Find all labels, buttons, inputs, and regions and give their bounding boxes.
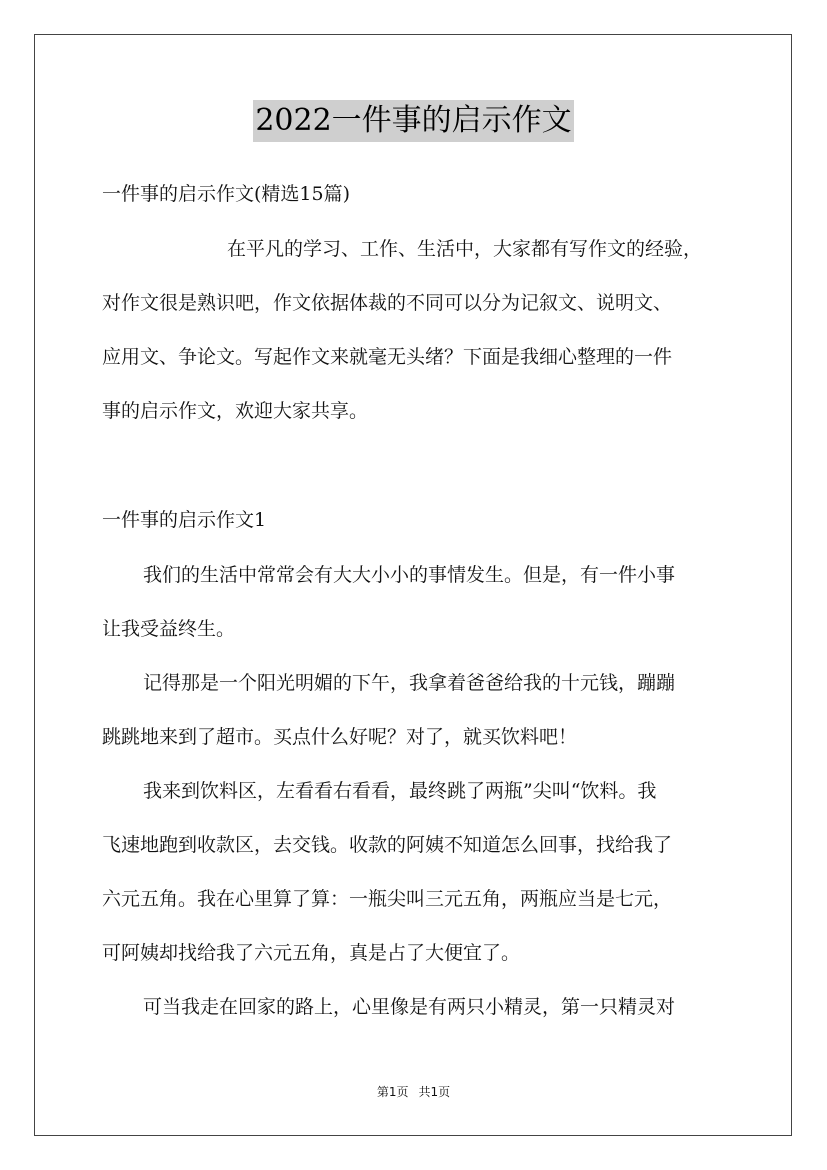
section-heading: 一件事的启示作文1 — [102, 509, 267, 531]
document-title: 2022一件事的启示作文 — [253, 100, 573, 142]
page-number: 第1页 — [376, 1085, 409, 1099]
body-line: 可阿姨却找给我了六元五角，真是占了大便宜了。 — [102, 942, 521, 964]
title-area — [0, 100, 827, 142]
page-total: 共1页 — [418, 1085, 451, 1099]
body-line: 记得那是一个阳光明媚的下午，我拿着爸爸给我的十元钱，蹦蹦 — [143, 672, 676, 694]
body-line: 让我受益终生。 — [102, 618, 236, 640]
body-line: 飞速地跑到收款区，去交钱。收款的阿姨不知道怎么回事，找给我了 — [102, 834, 673, 856]
page-footer — [0, 1084, 827, 1100]
body-line: 可当我走在回家的路上，心里像是有两只小精灵，第一只精灵对 — [143, 996, 676, 1018]
intro-line: 对作文很是熟识吧，作文依据体裁的不同可以分为记叙文、说明文、 — [102, 292, 673, 314]
body-line: 我来到饮料区，左看看右看看，最终跳了两瓶”尖叫“饮料。我 — [143, 780, 657, 802]
body-line: 跳跳地来到了超市。买点什么好呢？对了，就买饮料吧！ — [102, 726, 578, 748]
intro-line: 在平凡的学习、工作、生活中，大家都有写作文的经验， — [227, 238, 703, 260]
intro-line: 应用文、争论文。写起作文来就毫无头绪？下面是我细心整理的一件 — [102, 346, 673, 368]
document-subtitle: 一件事的启示作文(精选15篇) — [102, 183, 351, 205]
body-line: 六元五角。我在心里算了算：一瓶尖叫三元五角，两瓶应当是七元， — [102, 888, 673, 910]
body-line: 我们的生活中常常会有大大小小的事情发生。但是，有一件小事 — [143, 564, 676, 586]
intro-line: 事的启示作文，欢迎大家共享。 — [102, 400, 369, 422]
